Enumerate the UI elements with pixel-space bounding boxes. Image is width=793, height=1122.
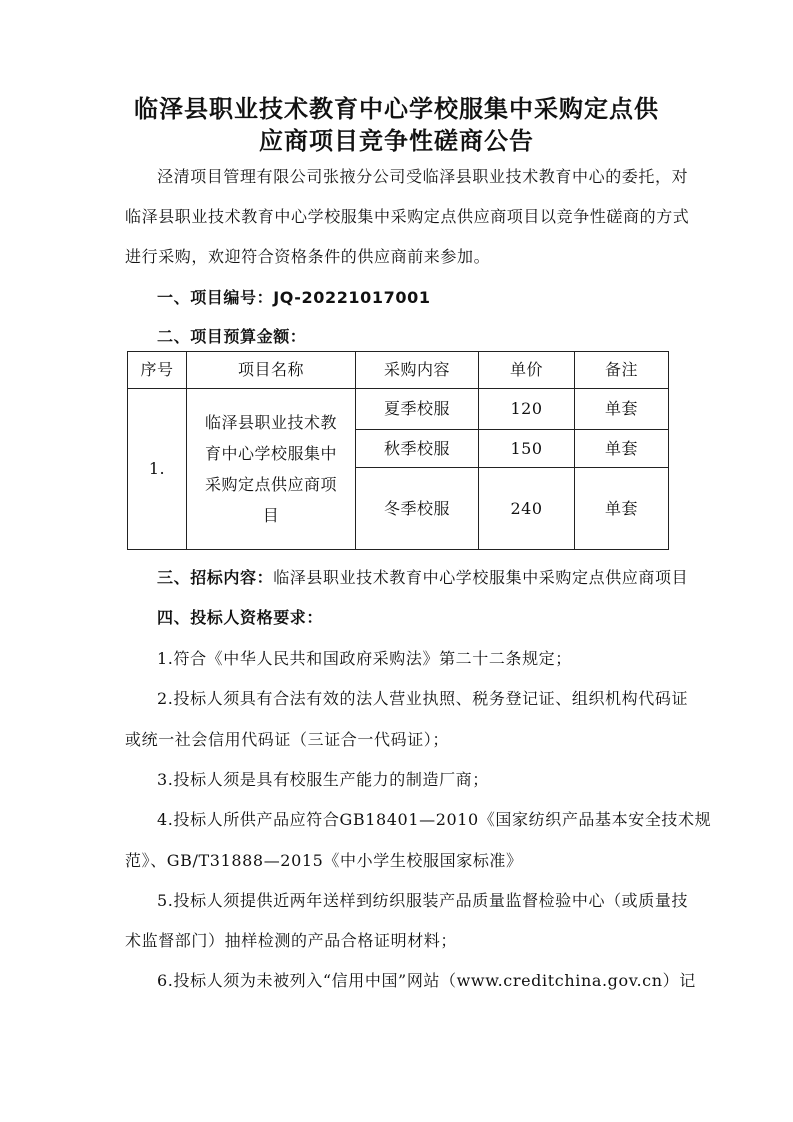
intro-line-1: 泾清项目管理有限公司张掖分公司受临泽县职业技术教育中心的委托，对 xyxy=(157,167,689,186)
header-content: 采购内容 xyxy=(356,352,479,389)
header-seq: 序号 xyxy=(128,352,187,389)
qualification-item-5: 5.投标人须提供近两年送样到纺织服装产品质量监督检验中心（或质量技 xyxy=(157,891,689,910)
project-number xyxy=(157,288,702,308)
header-project-name: 项目名称 xyxy=(187,352,356,389)
project-number-label: 一、项目编号： xyxy=(157,288,274,307)
price-cell: 150 xyxy=(479,430,575,468)
budget-table xyxy=(127,351,669,550)
qualification-item-2: 2.投标人须具有合法有效的法人营业执照、税务登记证、组织机构代码证 xyxy=(157,689,689,708)
note-cell: 单套 xyxy=(575,430,669,468)
tender-content xyxy=(157,568,702,588)
note-cell: 单套 xyxy=(575,389,669,430)
table-row xyxy=(128,389,669,430)
qualification-item-2-cont: 或统一社会信用代码证（三证合一代码证）； xyxy=(125,730,450,749)
qualification-item-1: 1.符合《中华人民共和国政府采购法》第二十二条规定； xyxy=(157,649,572,668)
qualification-heading: 四、投标人资格要求： xyxy=(157,608,324,627)
project-name-cell: 临泽县职业技术教育中心学校服集中采购定点供应商项目 xyxy=(187,389,356,550)
table-header-row xyxy=(128,352,669,389)
document-title-line-2: 应商项目竞争性磋商公告 xyxy=(259,127,534,155)
tender-content-value: 临泽县职业技术教育中心学校服集中采购定点供应商项目 xyxy=(273,568,689,587)
qualification-item-4-cont: 范》、GB/T31888—2015《中小学生校服国家标准》 xyxy=(125,851,523,870)
content-cell: 秋季校服 xyxy=(356,430,479,468)
qualification-item-5-cont: 术监督部门）抽样检测的产品合格证明材料； xyxy=(125,931,458,950)
price-cell: 240 xyxy=(479,468,575,550)
header-price: 单价 xyxy=(479,352,575,389)
content-cell: 夏季校服 xyxy=(356,389,479,430)
intro-line-3: 进行采购，欢迎符合资格条件的供应商前来参加。 xyxy=(125,247,491,266)
price-cell: 120 xyxy=(479,389,575,430)
qualification-item-4: 4.投标人所供产品应符合GB18401—2010《国家纺织产品基本安全技术规 xyxy=(157,810,712,829)
qualification-item-3: 3.投标人须是具有校服生产能力的制造厂商； xyxy=(157,770,489,789)
qualification-item-6: 6.投标人须为未被列入“信用中国”网站（www.creditchina.gov.cn）记 xyxy=(157,971,696,990)
note-cell: 单套 xyxy=(575,468,669,550)
budget-heading: 二、项目预算金额： xyxy=(157,327,307,346)
tender-content-label: 三、招标内容： xyxy=(157,568,274,587)
intro-line-2: 临泽县职业技术教育中心学校服集中采购定点供应商项目以竞争性磋商的方式 xyxy=(125,207,690,226)
document-title-line-1: 临泽县职业技术教育中心学校服集中采购定点供 xyxy=(134,95,659,123)
project-number-value: JQ-20221017001 xyxy=(273,288,431,307)
content-cell: 冬季校服 xyxy=(356,468,479,550)
seq-cell: 1. xyxy=(128,389,187,550)
header-note: 备注 xyxy=(575,352,669,389)
